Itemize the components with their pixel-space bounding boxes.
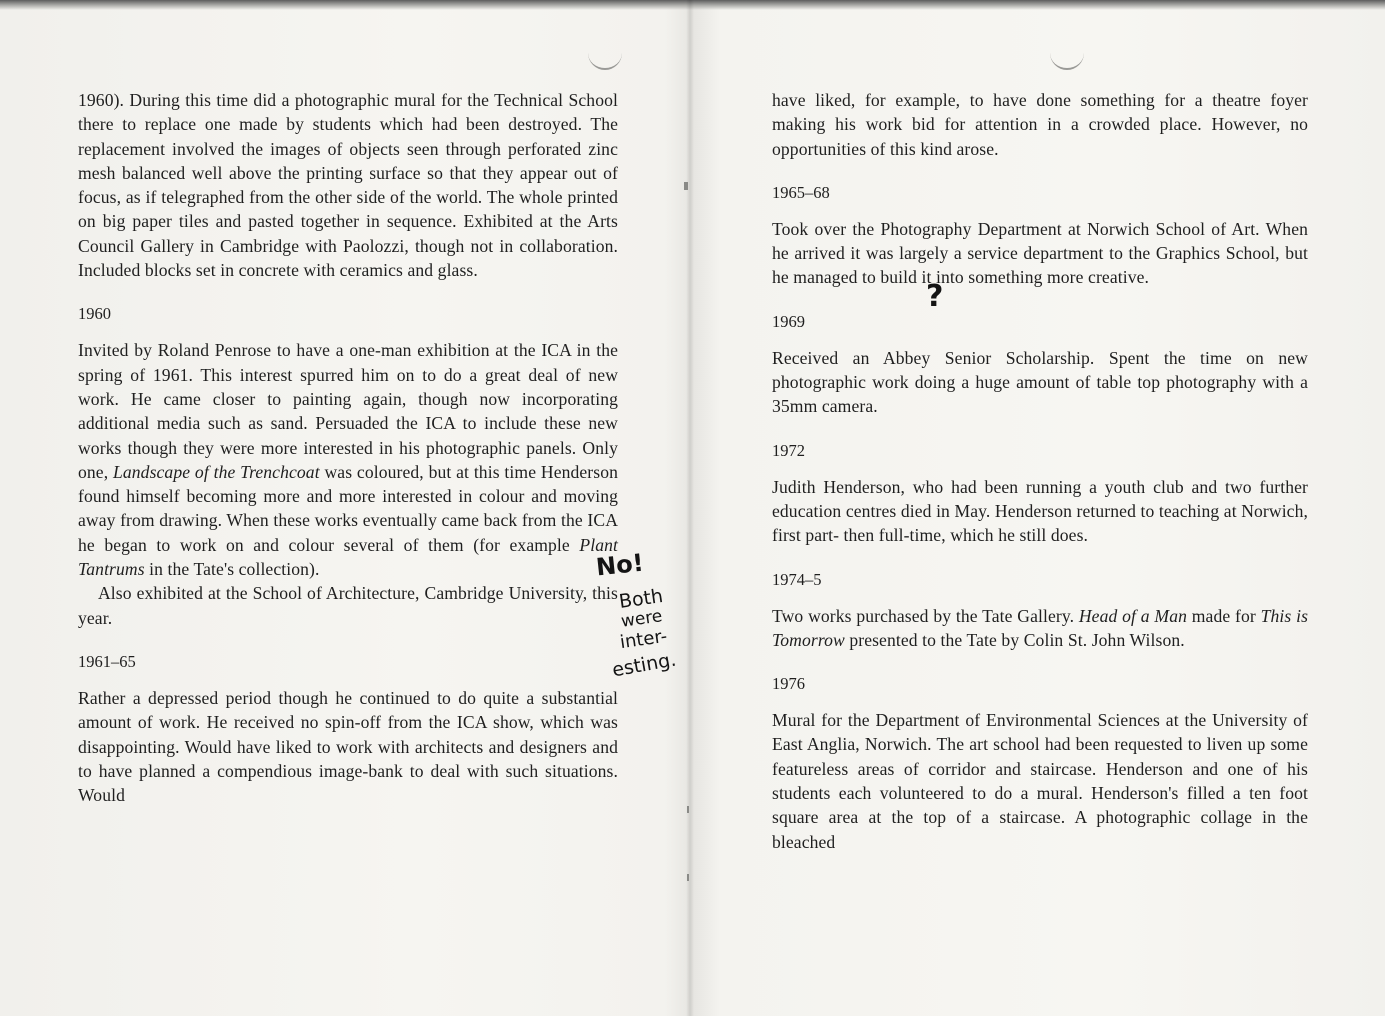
handwritten-annotation-inter: inter-	[618, 625, 669, 654]
handwritten-annotation-were: were	[619, 606, 664, 632]
text-segment: made for	[1191, 605, 1256, 626]
scan-speck	[687, 874, 689, 881]
paragraph-intro-left: 1960). During this time did a photographic mural for the Technical School there to replace one made by students which had been destroyed. The replacement involved the images of objects seen through perforated zinc mesh balanced well above the printing surface so that they appear out of focus, as if telegraphed from the other side of the world. The whole printed on big paper tiles and pasted together in sequence. Exhibited at the Arts Council Gallery in Cambridge with Paolozzi, though not in collaboration. Included blocks set in concrete with ceramics and glass.	[78, 90, 618, 281]
handwritten-annotation-esting: esting.	[610, 648, 678, 682]
year-heading-1961-65: 1961–65	[78, 651, 136, 671]
year-heading-1976: 1976	[772, 674, 805, 694]
text-segment: presented to the Tate by Colin St. John Wilson.	[849, 629, 1185, 650]
paragraph-1974-5	[772, 604, 1308, 653]
paragraph-1965-68: Took over the Photography Department at Norwich School of Art. When he arrived it was largely a service department to the Graphics School, but he managed to build it into something more creative.	[772, 218, 1308, 288]
year-heading-1960: 1960	[78, 304, 111, 324]
scan-speck	[684, 182, 688, 190]
paragraph-1972: Judith Henderson, who had been running a youth club and two further education centres died in May. Henderson returned to teaching at Norwich, first part- then full-time, which he still does.	[772, 476, 1308, 546]
paragraph-1969: Received an Abbey Senior Scholarship. Spent the time on new photographic work doing a huge amount of table top photography with a 35mm camera.	[772, 347, 1308, 417]
book-gutter	[686, 0, 694, 1016]
text-segment: was coloured, but at this time Henderson found himself becoming more and more interested in colour and moving away from drawing. When these works eventually came back from the ICA he began to work on and colour several of them (for example	[78, 461, 619, 555]
paragraph-1976: Mural for the Department of Environmental Sciences at the University of East Anglia, Norwich. The art school had been requested to liven up some featureless areas of corridor and staircase. Henderson and one of his students each volunteered to do a mural. Henderson's filled a ten foot square area at the top of a staircase. A photographic collage in the bleached	[772, 710, 1308, 852]
exhibition-title: This is Tomorrow	[772, 605, 1309, 650]
left-page	[78, 88, 618, 807]
text-segment: Invited by Roland Penrose to have a one-man exhibition at the ICA in the spring of 1961. This interest spurred him on to do a great deal of new work. He came closer to painting again, though now incorporating additional media such as sand. Persuaded the ICA to include these new works though they were more interested in his photographic panels. Only one,	[78, 340, 618, 482]
handwritten-annotation-both: Both	[617, 585, 665, 613]
punch-hole-right	[1050, 50, 1084, 70]
year-heading-1974-5: 1974–5	[772, 569, 822, 589]
paragraph-1960	[78, 338, 618, 581]
artwork-title: Landscape of the Trenchcoat	[113, 461, 320, 482]
year-heading-1969: 1969	[772, 311, 805, 331]
paragraph-1961-65: Rather a depressed period though he continued to do quite a substantial amount of work. He received no spin-off from the ICA show, which was disappointing. Would have liked to work with architects and designers and to have planned a compendious image-bank to deal with such situations. Would	[78, 687, 618, 806]
handwritten-annotation-no: No!	[594, 548, 645, 582]
artwork-title: Plant Tantrums	[78, 534, 618, 580]
handwritten-question-mark: ?	[926, 279, 944, 314]
right-page	[772, 88, 1308, 854]
paragraph-1960-also: Also exhibited at the School of Architecture, Cambridge University, this year.	[78, 583, 618, 628]
text-segment: in the Tate's collection).	[149, 559, 320, 580]
year-heading-1972: 1972	[772, 440, 805, 460]
year-heading-1965-68: 1965–68	[772, 182, 830, 202]
scan-speck	[687, 806, 689, 813]
punch-hole-left	[588, 50, 622, 70]
text-segment: Two works purchased by the Tate Gallery.	[772, 605, 1075, 626]
paragraph-intro-right: have liked, for example, to have done something for a theatre foyer making his work bid for attention in a crowded place. However, no opportunities of this kind arose.	[772, 90, 1308, 159]
artwork-title: Head of a Man	[1078, 605, 1187, 626]
